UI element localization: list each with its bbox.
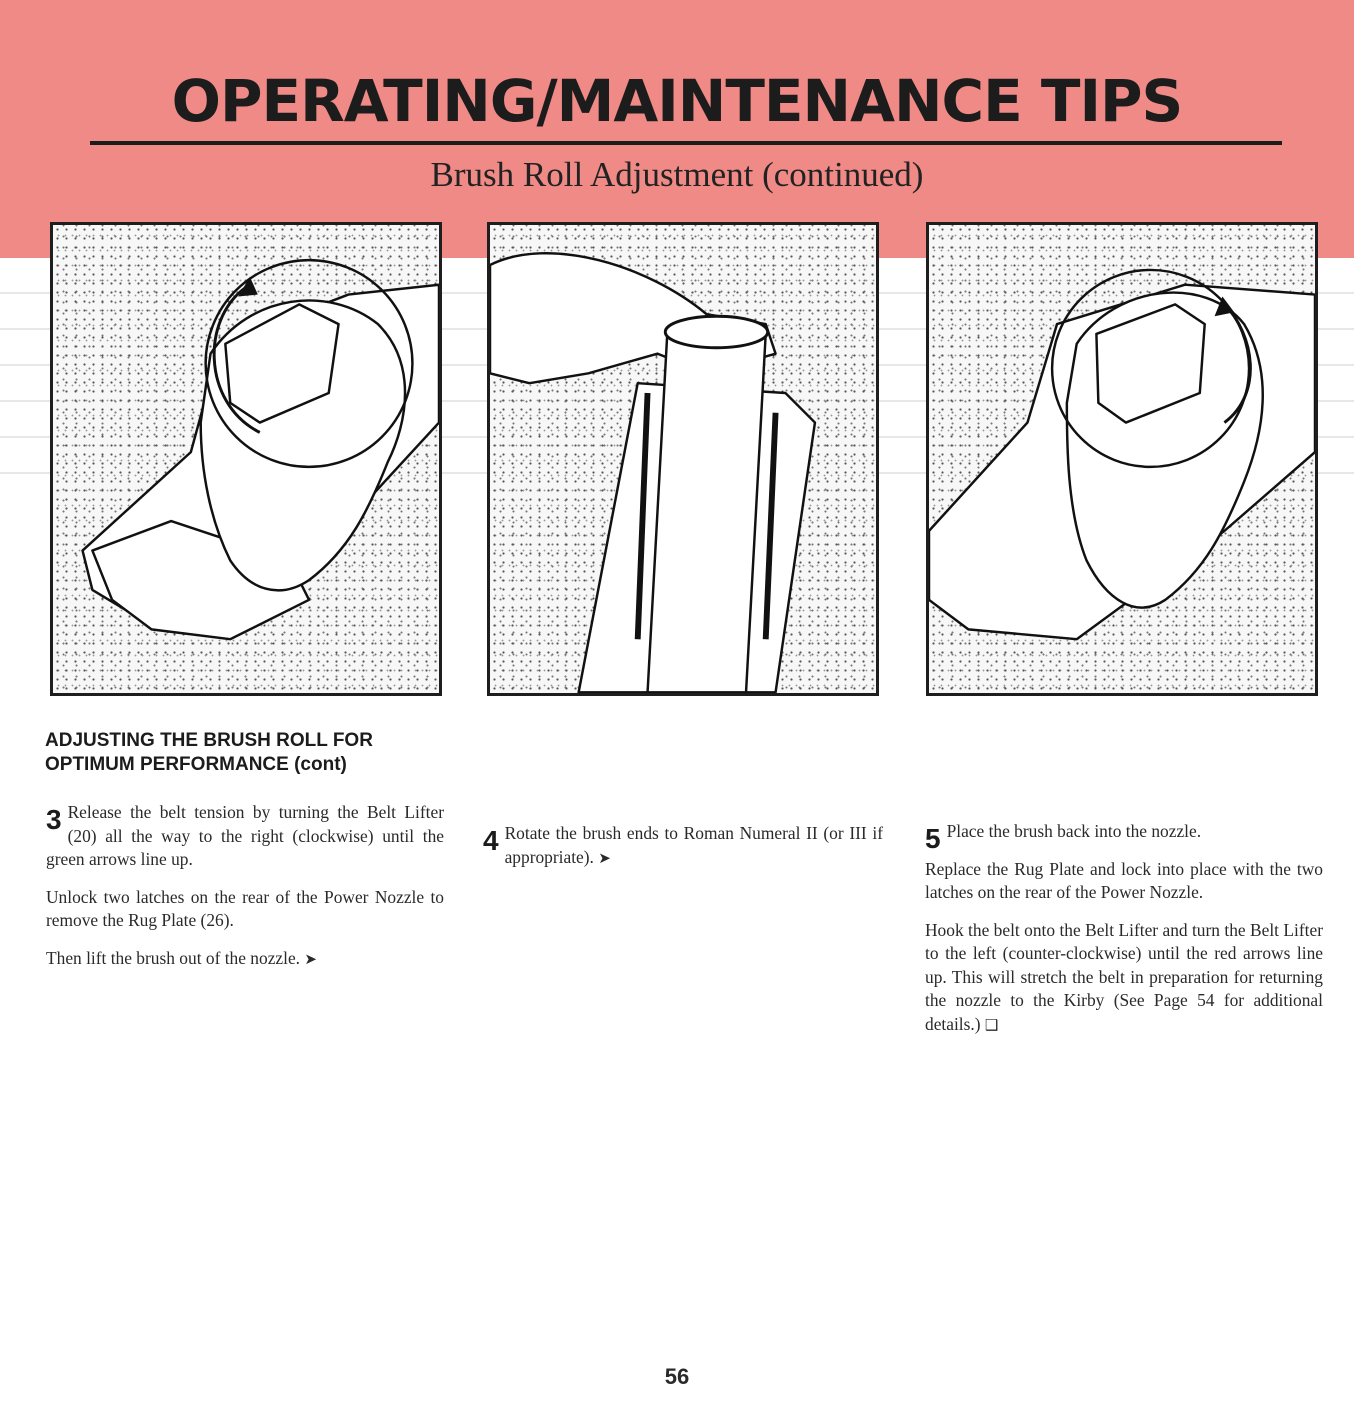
step-5-column	[925, 820, 1323, 1051]
page-number: 56	[664, 1364, 690, 1389]
illustration-1-svg	[53, 225, 439, 693]
continue-arrow-icon: ➤	[598, 848, 611, 867]
step-3-number: 3	[46, 804, 62, 835]
section-heading-line-2: OPTIMUM PERFORMANCE (cont)	[45, 754, 347, 775]
illustration-release-belt-lifter	[50, 222, 442, 696]
step-3-text-3: Then lift the brush out of the nozzle.	[46, 947, 301, 968]
step-5-paragraph-2: Replace the Rug Plate and lock into place with the two latches on the rear of the Power Nozzle.	[925, 858, 1323, 902]
step-4-text-1: Rotate the brush ends to Roman Numeral II (or III if appropriate).	[504, 823, 883, 867]
brush-roll-shape	[648, 334, 766, 692]
step-3-column	[46, 801, 444, 985]
step-3-text-1: Release the belt tension by turning the Belt Lifter (20) all the way to the right (clockwise) until the green arrows line up.	[46, 802, 444, 869]
step-3-paragraph-3	[46, 947, 444, 972]
step-5-text-1: Place the brush back into the nozzle.	[946, 821, 1202, 841]
illustration-3-svg	[929, 225, 1315, 693]
step-4-number: 4	[483, 825, 499, 856]
illustration-2-svg	[490, 225, 876, 693]
step-4-column	[483, 822, 883, 884]
step-3-paragraph-2: Unlock two latches on the rear of the Power Nozzle to remove the Rug Plate (26).	[46, 886, 444, 930]
page-title: OPERATING/MAINTENANCE TIPS	[171, 67, 1183, 135]
step-5-number: 5	[925, 823, 941, 854]
step-4-paragraph-1	[483, 822, 883, 870]
illustration-reset-belt-lifter	[926, 222, 1318, 696]
end-of-section-icon: ❑	[984, 1015, 999, 1034]
step-5-paragraph-1	[925, 820, 1323, 854]
brush-end-shape	[665, 316, 767, 348]
title-underline	[90, 141, 1282, 145]
step-5-paragraph-3	[925, 919, 1323, 1038]
step-5-text-3: Hook the belt onto the Belt Lifter and turn the Belt Lifter to the left (counter-clockwise) until the red arrows line up. This will stretch the belt in preparation for returning the nozzle to the Kirby (See Page 54 for additional details.)	[925, 919, 1323, 1034]
step-3-paragraph-1	[46, 801, 444, 872]
section-heading-line-1: ADJUSTING THE BRUSH ROLL FOR	[45, 730, 373, 751]
continue-arrow-icon: ➤	[304, 949, 317, 968]
section-heading	[45, 729, 465, 777]
page-subtitle: Brush Roll Adjustment (continued)	[430, 155, 924, 194]
illustration-rotate-brush-ends	[487, 222, 879, 696]
